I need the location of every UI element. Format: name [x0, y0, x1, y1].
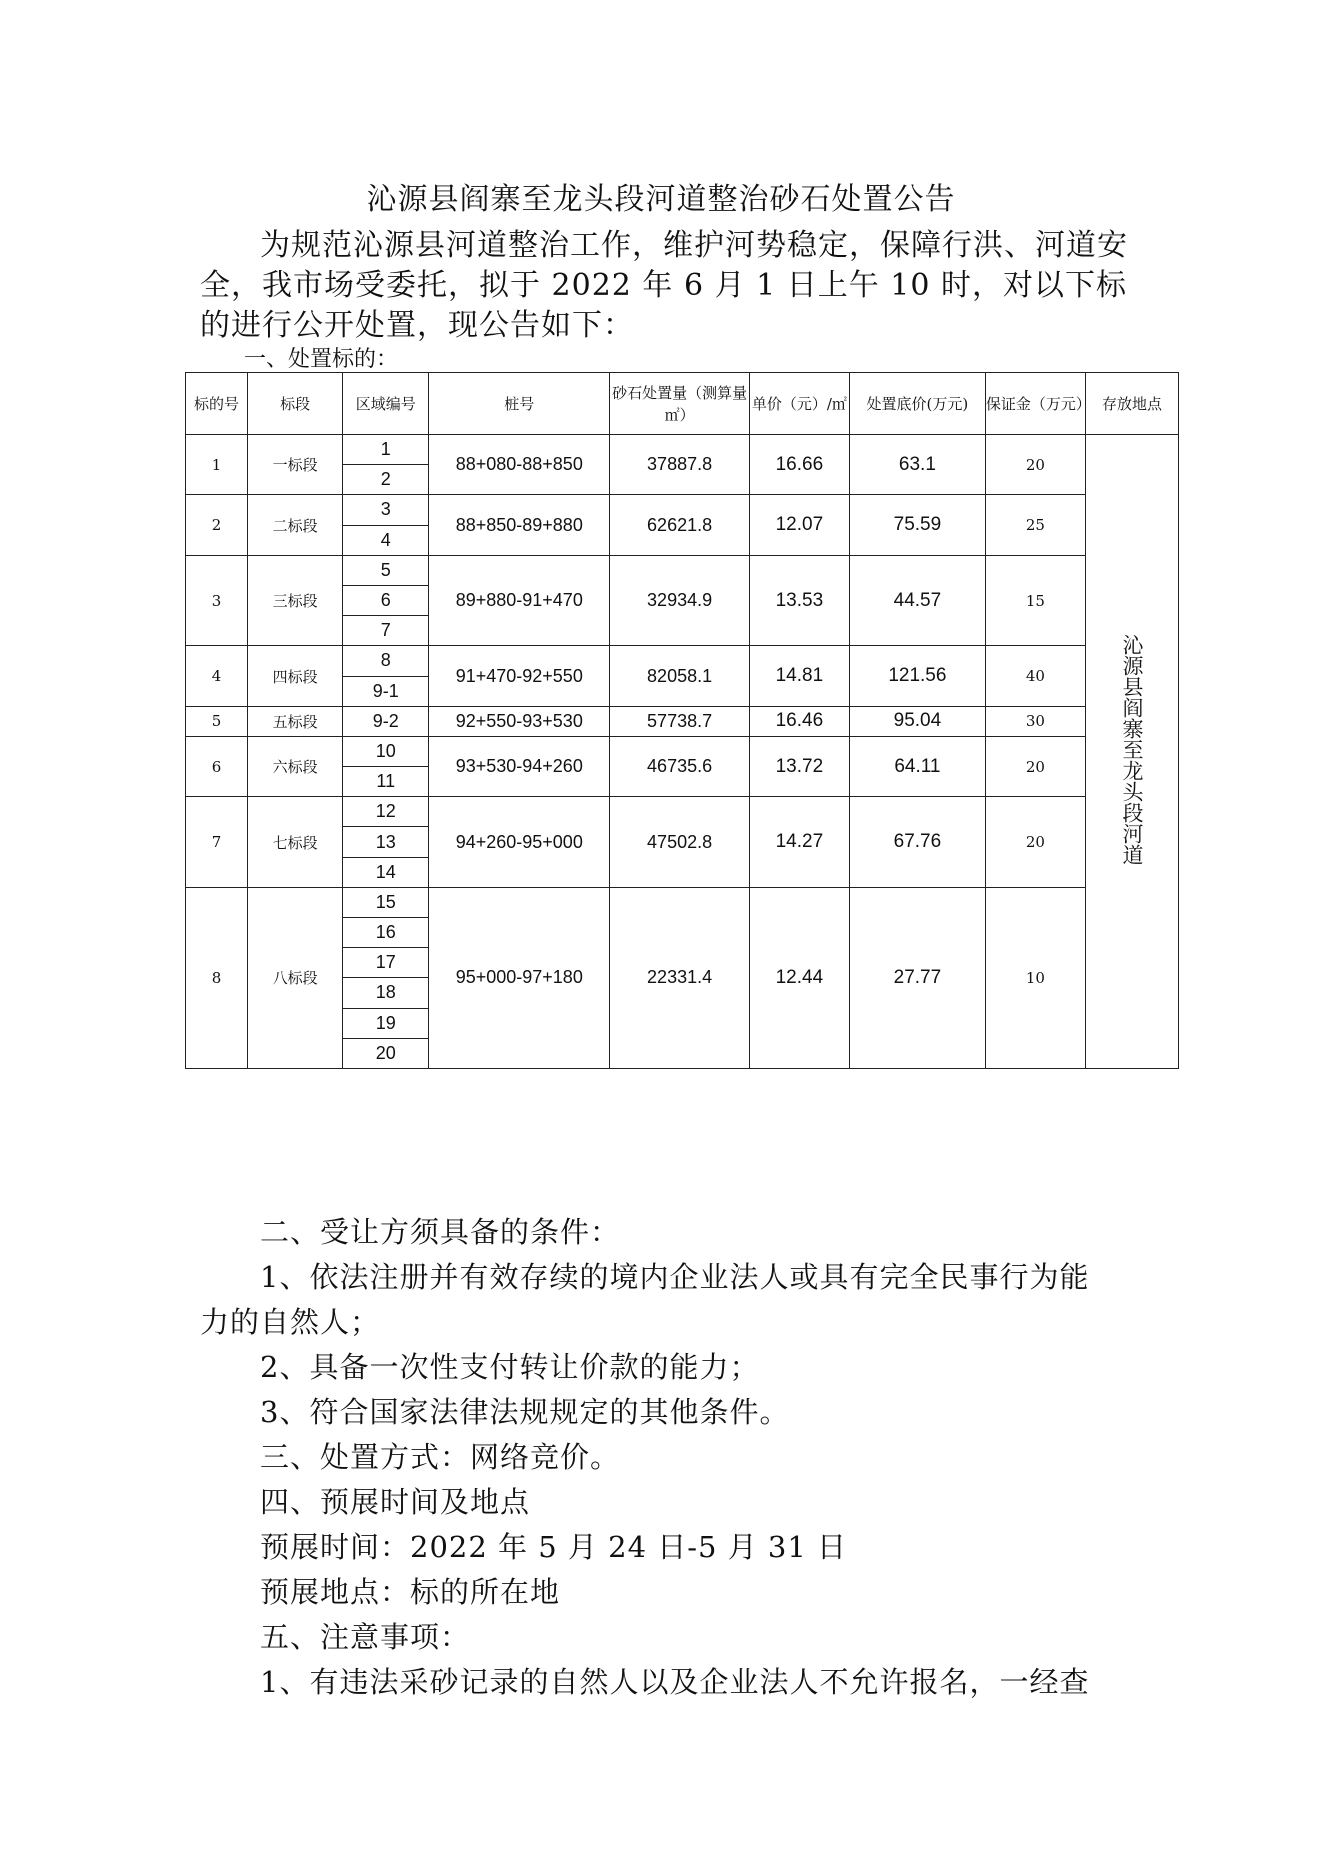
cell-stake: 92+550-93+530 — [429, 706, 610, 736]
cell-area-no: 1 — [343, 435, 429, 465]
cell-deposit: 20 — [985, 797, 1085, 888]
cell-reserve-price: 27.77 — [849, 887, 985, 1068]
body-paragraph: 预展地点：标的所在地 — [260, 1575, 561, 1609]
cell-reserve-price: 75.59 — [849, 495, 985, 555]
header-unit-price: 单价（元）/㎡ — [749, 373, 849, 435]
cell-unit-price: 12.07 — [749, 495, 849, 555]
table-row — [186, 495, 1179, 525]
cell-lot-no: 8 — [186, 887, 248, 1068]
cell-area-no: 11 — [343, 767, 429, 797]
cell-area-no: 14 — [343, 857, 429, 887]
cell-segment: 七标段 — [247, 797, 342, 888]
cell-lot-no: 2 — [186, 495, 248, 555]
table-header-row — [186, 373, 1179, 435]
body-paragraph: 1、有违法采砂记录的自然人以及企业法人不允许报名，一经查 — [260, 1665, 1090, 1699]
cell-area-no: 15 — [343, 887, 429, 917]
cell-area-no: 2 — [343, 465, 429, 495]
cell-volume: 62621.8 — [610, 495, 749, 555]
cell-reserve-price: 63.1 — [849, 435, 985, 495]
header-stake: 桩号 — [429, 373, 610, 435]
body-paragraph: 预展时间：2022 年 5 月 24 日-5 月 31 日 — [260, 1530, 848, 1564]
cell-area-no: 19 — [343, 1008, 429, 1038]
lots-table — [185, 372, 1179, 1069]
cell-unit-price: 16.66 — [749, 435, 849, 495]
cell-lot-no: 4 — [186, 646, 248, 706]
cell-segment: 二标段 — [247, 495, 342, 555]
cell-volume: 47502.8 — [610, 797, 749, 888]
intro-paragraph: 为规范沁源县河道整治工作，维护河势稳定，保障行洪、河道安全，我市场受委托，拟于 2022 年 6 月 1 日上午 10 时，对以下标的进行公开处置，现公告如下： — [200, 228, 1128, 343]
cell-area-no: 20 — [343, 1038, 429, 1068]
cell-segment: 八标段 — [247, 887, 342, 1068]
section-heading-lots: 一、处置标的： — [244, 347, 399, 372]
body-paragraph: 三、处置方式：网络竞价。 — [260, 1440, 621, 1474]
cell-area-no: 10 — [343, 736, 429, 766]
header-reserve-price: 处置底价(万元) — [849, 373, 985, 435]
cell-area-no: 16 — [343, 918, 429, 948]
cell-area-no: 12 — [343, 797, 429, 827]
cell-lot-no: 5 — [186, 706, 248, 736]
cell-storage-location — [1085, 435, 1178, 1069]
cell-volume: 57738.7 — [610, 706, 749, 736]
table-row — [186, 646, 1179, 676]
cell-unit-price: 14.81 — [749, 646, 849, 706]
cell-area-no: 3 — [343, 495, 429, 525]
cell-deposit: 40 — [985, 646, 1085, 706]
cell-volume: 22331.4 — [610, 887, 749, 1068]
cell-reserve-price: 64.11 — [849, 736, 985, 796]
cell-stake: 94+260-95+000 — [429, 797, 610, 888]
cell-stake: 88+080-88+850 — [429, 435, 610, 495]
cell-reserve-price: 44.57 — [849, 555, 985, 646]
cell-deposit: 25 — [985, 495, 1085, 555]
cell-area-no: 5 — [343, 555, 429, 585]
cell-deposit: 10 — [985, 887, 1085, 1068]
cell-deposit: 30 — [985, 706, 1085, 736]
body-paragraph: 四、预展时间及地点 — [260, 1485, 531, 1519]
cell-volume: 32934.9 — [610, 555, 749, 646]
cell-area-no: 8 — [343, 646, 429, 676]
cell-lot-no: 3 — [186, 555, 248, 646]
cell-segment: 六标段 — [247, 736, 342, 796]
cell-volume: 37887.8 — [610, 435, 749, 495]
cell-unit-price: 13.53 — [749, 555, 849, 646]
cell-area-no: 13 — [343, 827, 429, 857]
cell-segment: 五标段 — [247, 706, 342, 736]
cell-volume: 46735.6 — [610, 736, 749, 796]
cell-unit-price: 12.44 — [749, 887, 849, 1068]
body-paragraph: 1、依法注册并有效存续的境内企业法人或具有完全民事行为能 — [260, 1260, 1090, 1294]
cell-stake: 91+470-92+550 — [429, 646, 610, 706]
cell-stake: 95+000-97+180 — [429, 887, 610, 1068]
cell-segment: 三标段 — [247, 555, 342, 646]
cell-stake: 88+850-89+880 — [429, 495, 610, 555]
cell-area-no: 4 — [343, 525, 429, 555]
cell-area-no: 9-1 — [343, 676, 429, 706]
cell-reserve-price: 67.76 — [849, 797, 985, 888]
header-deposit: 保证金（万元） — [985, 373, 1085, 435]
cell-unit-price: 13.72 — [749, 736, 849, 796]
header-storage: 存放地点 — [1085, 373, 1178, 435]
cell-lot-no: 7 — [186, 797, 248, 888]
cell-unit-price: 14.27 — [749, 797, 849, 888]
cell-area-no: 7 — [343, 616, 429, 646]
table-row — [186, 435, 1179, 465]
header-lot-no: 标的号 — [186, 373, 248, 435]
table-row — [186, 736, 1179, 766]
table-row — [186, 555, 1179, 585]
cell-deposit: 15 — [985, 555, 1085, 646]
header-volume: 砂石处置量（测算量㎡） — [610, 373, 749, 435]
table-row — [186, 797, 1179, 827]
cell-reserve-price: 121.56 — [849, 646, 985, 706]
body-paragraph: 2、具备一次性支付转让价款的能力； — [260, 1350, 760, 1384]
cell-unit-price: 16.46 — [749, 706, 849, 736]
cell-deposit: 20 — [985, 736, 1085, 796]
header-segment: 标段 — [247, 373, 342, 435]
cell-segment: 一标段 — [247, 435, 342, 495]
table-row — [186, 706, 1179, 736]
table-row — [186, 887, 1179, 917]
body-paragraph: 五、注意事项： — [260, 1620, 471, 1654]
storage-location-text: 沁源县阎寨至龙头段河道 — [1119, 633, 1144, 865]
cell-stake: 93+530-94+260 — [429, 736, 610, 796]
document-title: 沁源县阎寨至龙头段河道整治砂石处置公告 — [366, 182, 956, 217]
cell-area-no: 18 — [343, 978, 429, 1008]
cell-segment: 四标段 — [247, 646, 342, 706]
cell-area-no: 9-2 — [343, 706, 429, 736]
cell-area-no: 6 — [343, 585, 429, 615]
cell-area-no: 17 — [343, 948, 429, 978]
cell-volume: 82058.1 — [610, 646, 749, 706]
cell-lot-no: 1 — [186, 435, 248, 495]
body-paragraph: 3、符合国家法律法规规定的其他条件。 — [260, 1395, 790, 1429]
conditions-section — [200, 1210, 1130, 1705]
cell-stake: 89+880-91+470 — [429, 555, 610, 646]
body-paragraph: 力的自然人； — [200, 1305, 381, 1339]
cell-lot-no: 6 — [186, 736, 248, 796]
header-area-no: 区域编号 — [343, 373, 429, 435]
cell-deposit: 20 — [985, 435, 1085, 495]
body-paragraph: 二、受让方须具备的条件： — [260, 1215, 621, 1249]
cell-reserve-price: 95.04 — [849, 706, 985, 736]
